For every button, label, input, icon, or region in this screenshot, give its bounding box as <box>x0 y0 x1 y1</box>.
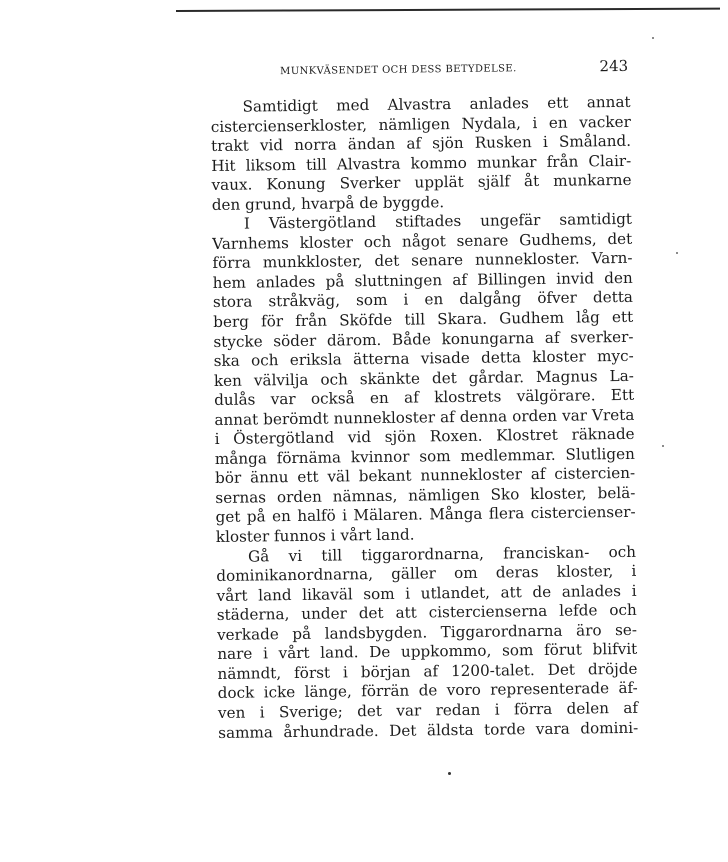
running-title: MUNKVÄSENDET OCH DESS BETYDELSE. <box>280 63 517 78</box>
top-rule <box>176 8 720 12</box>
text-line: Samtidigt med Alvastra anlades ett annat <box>242 92 631 116</box>
text-line: annat berömdt nunnekloster af denna orden var Vreta <box>214 405 635 429</box>
text-line: Varnhems kloster och något senare Gudhems, det <box>212 229 633 253</box>
text-line: vaux. Konung Sverker upplät själf åt munkarne <box>211 171 632 195</box>
text-line: dock icke länge, förrän de voro representerade äf- <box>217 679 638 703</box>
text-line: ken välvilja och skänkte det gårdar. Magnus La- <box>213 366 634 390</box>
text-line: cistercienserkloster, nämligen Nydala, i en vacker <box>210 112 631 136</box>
text-line: Hit liksom till Alvastra kommo munkar från Clair- <box>211 151 632 175</box>
book-page <box>210 55 638 743</box>
text-line: verkade på landsbygden. Tiggarordnarna äro se- <box>216 620 638 644</box>
text-line: städerna, under det att cistercienserna lefde och <box>216 601 637 625</box>
text-line: berg för från Sköfde till Skara. Gudhem låg ett <box>213 307 634 331</box>
text-line: kloster funnos i vårt land. <box>215 525 415 546</box>
text-line: nämndt, först i början af 1200-talet. Det dröjde <box>217 659 638 683</box>
text-line: i Östergötland vid sjön Roxen. Klostret räknade <box>214 425 635 449</box>
paper-speck <box>676 252 678 254</box>
text-line: nare i vårt land. De uppkommo, som förut blifvit <box>217 640 638 664</box>
paper-speck <box>652 37 654 39</box>
text-line: I Västergötland stiftades ungefär samtidigt <box>243 210 633 233</box>
page-number: 243 <box>599 56 629 76</box>
text-line: ven i Sverige; det var redan i förra delen af <box>217 698 639 722</box>
ink-dot <box>448 772 451 775</box>
text-line: Gå vi till tiggarordnarna, franciskan- och <box>247 542 637 566</box>
text-line: stora stråkväg, som i en dalgång öfver detta <box>212 288 634 312</box>
text-line: vårt land likaväl som i utlandet, att de anlades i <box>216 581 637 605</box>
text-line: stycke söder därom. Både konungarna af sverker- <box>213 327 634 351</box>
text-line: förra munkkloster, det senare nunnekloster. Varn- <box>212 249 633 273</box>
text-line: många förnäma kvinnor som medlemmar. Slutligen <box>214 444 635 468</box>
text-line: get på en halfö i Mälaren. Många flera cistercienser- <box>215 503 636 527</box>
text-line: dulås var också en af klostrets välgörare. Ett <box>214 386 635 410</box>
text-line: ska och eriksla ätterna visade detta kloster myc- <box>213 346 634 371</box>
running-head <box>280 55 630 83</box>
text-line: sernas orden nämnas, nämligen Sko kloster, belä- <box>215 483 636 507</box>
text-line: hem anlades på sluttningen af Billingen invid den <box>212 268 633 292</box>
text-line: den grund, hvarpå de byggde. <box>211 192 445 214</box>
paper-speck <box>662 445 664 447</box>
body-text <box>210 93 638 743</box>
text-line: trakt vid norra ändan af sjön Rusken i Småland. <box>210 131 632 156</box>
text-line: dominikanordnarna, gäller om deras kloster, i <box>216 561 637 586</box>
text-line: samma århundrade. Det äldsta torde vara domini- <box>218 718 639 742</box>
text-line: bör ännu ett väl bekant nunnekloster af cistercien- <box>215 464 636 488</box>
